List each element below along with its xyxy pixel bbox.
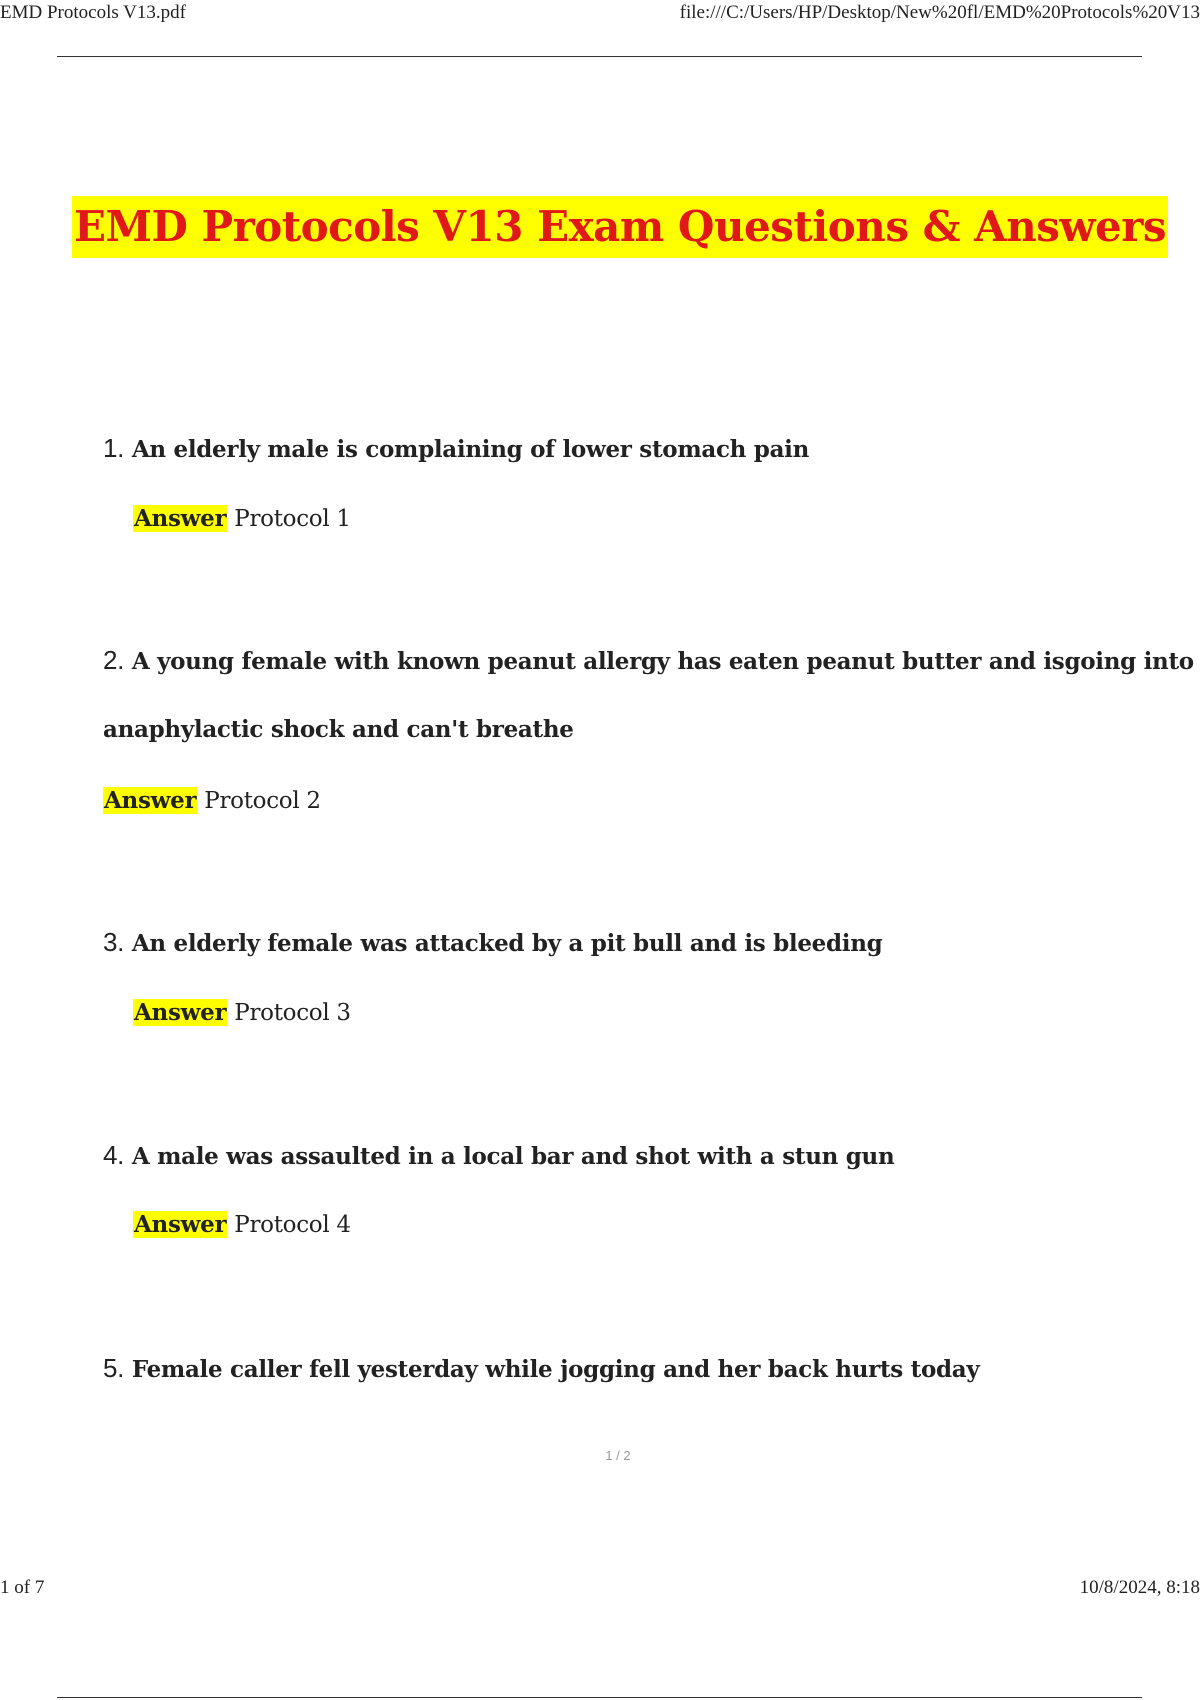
answer-text: Protocol 1 [234,506,351,532]
question-text: Female caller fell yesterday while jogging and her back hurts today [131,1356,980,1383]
file-path: file:///C:/Users/HP/Desktop/New%20fl/EMD%20Protocols%20V13 [679,2,1200,23]
question-3 [103,927,882,958]
answer-label: Answer [134,999,227,1026]
print-datetime: 10/8/2024, 8:18 [1079,1577,1200,1598]
question-number: 3. [103,927,125,957]
question-4 [103,1140,894,1171]
question-text: An elderly male is complaining of lower stomach pain [131,436,810,463]
answer-2 [103,787,321,814]
question-number: 5. [103,1353,125,1383]
page-title: EMD Protocols V13 Exam Questions & Answers [72,196,1168,258]
answer-label: Answer [104,787,197,814]
answer-4 [133,1211,351,1238]
question-2 [103,645,1194,676]
question-2-continuation: anaphylactic shock and can't breathe [103,716,574,743]
answer-text: Protocol 4 [234,1212,351,1238]
answer-3 [133,999,351,1026]
question-number: 1. [103,433,125,463]
page-count: 1 of 7 [0,1577,45,1598]
question-text: An elderly female was attacked by a pit bull and is bleeding [131,930,883,957]
question-text: A young female with known peanut allergy has eaten peanut butter and isgoing into [131,648,1194,675]
question-number: 4. [103,1140,125,1170]
question-5 [103,1353,979,1384]
inner-page-number: 1 / 2 [605,1448,631,1463]
question-text: A male was assaulted in a local bar and shot with a stun gun [131,1143,895,1170]
answer-label: Answer [134,1211,227,1238]
answer-label: Answer [134,505,227,532]
answer-1 [133,505,351,532]
footer-divider [57,1697,1142,1698]
question-1 [103,433,809,464]
header-divider [57,56,1142,57]
title-container [0,196,1200,258]
question-number: 2. [103,645,125,675]
answer-text: Protocol 2 [204,788,321,814]
answer-text: Protocol 3 [234,1000,351,1026]
document-filename: EMD Protocols V13.pdf [0,2,186,23]
